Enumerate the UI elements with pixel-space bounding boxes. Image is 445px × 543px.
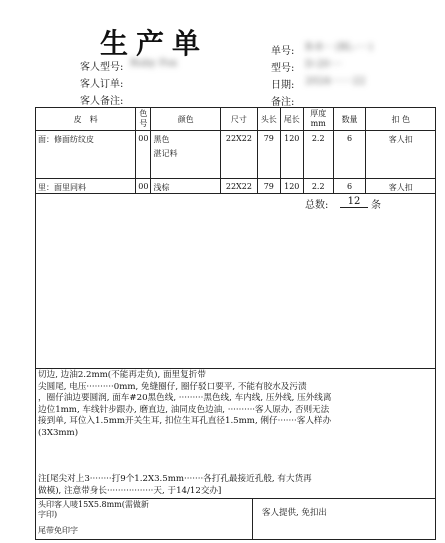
header-thickness: 厚度mm (303, 108, 333, 131)
row-tail-length: 120 (280, 179, 303, 194)
header-quantity: 数量 (333, 108, 366, 131)
customer-remark-label: 客人备注: (80, 96, 124, 107)
footer-right-box (252, 498, 436, 540)
row-color-name: 浅棕 (151, 179, 220, 194)
row-quantity: 6 (333, 179, 366, 194)
row-material: 里：面里同料 (36, 179, 136, 194)
total-label: 总数: (305, 200, 329, 211)
model-label: 型号: (271, 63, 295, 74)
table-row (36, 131, 436, 179)
row-code: 00 (136, 179, 151, 194)
row-color (151, 131, 220, 179)
row-quantity: 6 (333, 131, 366, 179)
row-color-note: 湛记料 (153, 149, 178, 158)
row-code: 00 (136, 131, 151, 179)
order-number-value: B-8··· (BL-····) (305, 42, 373, 53)
row-thickness: 2.2 (303, 131, 333, 179)
order-number-label: 单号: (271, 46, 295, 57)
row-head-length: 79 (257, 179, 280, 194)
document-title: 生产单 (100, 27, 209, 60)
header-head-length: 头长 (257, 108, 280, 131)
row-buckle: 客人扣 (366, 131, 436, 179)
note-line: ，圈仔油边要圆润, 面车#20黑色线, ·········黑色线, 车内线, 压外线, 压外线离 (38, 393, 332, 404)
header-tail-length: 尾长 (280, 108, 303, 131)
remark-label: 备注: (271, 97, 295, 108)
header-material: 皮 料 (36, 108, 136, 131)
header-color: 颜色 (151, 108, 220, 131)
table-header-row (36, 108, 436, 131)
date-label: 日期: (271, 80, 295, 91)
row-color-name: 黑色 (153, 135, 170, 144)
spec-table (35, 107, 436, 194)
row-size: 22X22 (220, 131, 257, 179)
note-line: 做模), 注意带身长·················天, 于14/12交办] (38, 485, 222, 496)
date-value: 2024·······22 (305, 76, 366, 87)
customer-order-label: 客人订单: (80, 79, 124, 90)
table-row (36, 179, 436, 194)
row-material: 面：修面纺纹皮 (36, 131, 136, 179)
customer-model-label: 客人型号: (80, 62, 124, 73)
row-thickness: 2.2 (303, 179, 333, 194)
notes-top-divider (35, 368, 436, 369)
model-value: D-20···· (305, 59, 343, 70)
total-value: 12 (340, 196, 368, 208)
note-line: 接到单, 耳位入1.5mm开关生耳, 扣位生耳孔直径1.5mm, 俐仔·······客人样办 (38, 416, 332, 427)
note-line: 注[尾尖对上3········打9个1.2X3.5mm·······各打孔最接近孔般, 有大货再 (38, 474, 312, 484)
note-line: 边位1mm, 车线针步跟办, 磨直边, 油同皮色边油, ··········客人原办, 否则无法 (38, 404, 330, 415)
header-size: 尺寸 (220, 108, 257, 131)
footer-right-text: 客人提供, 免扣出 (262, 508, 327, 518)
total-unit: 条 (371, 200, 381, 211)
footer-head-print-cont: 字印) (38, 510, 58, 519)
row-tail-length: 120 (280, 131, 303, 179)
remark-note (38, 474, 433, 497)
note-line: 尖圆尾, 电压··········0mm, 免缝圈仔, 圈仔驳口要平, 不能有胶水及污渍 (38, 381, 307, 392)
row-buckle: 客人扣 (366, 179, 436, 194)
header-code: 色号 (136, 108, 151, 131)
note-line: (3X3mm) (38, 427, 79, 438)
production-notes (38, 370, 433, 440)
row-size: 22X22 (220, 179, 257, 194)
footer-tail-print: 尾带免印字 (38, 526, 78, 535)
row-head-length: 79 (257, 131, 280, 179)
header-buckle-color: 扣 色 (366, 108, 436, 131)
customer-model-value: Ruby Fox (130, 58, 178, 69)
footer-head-print: 头印客人唛15X5.8mm(需做新 (38, 500, 149, 509)
note-line: 切边, 边油2.2mm(不能再走负), 面里复折带 (38, 370, 206, 380)
